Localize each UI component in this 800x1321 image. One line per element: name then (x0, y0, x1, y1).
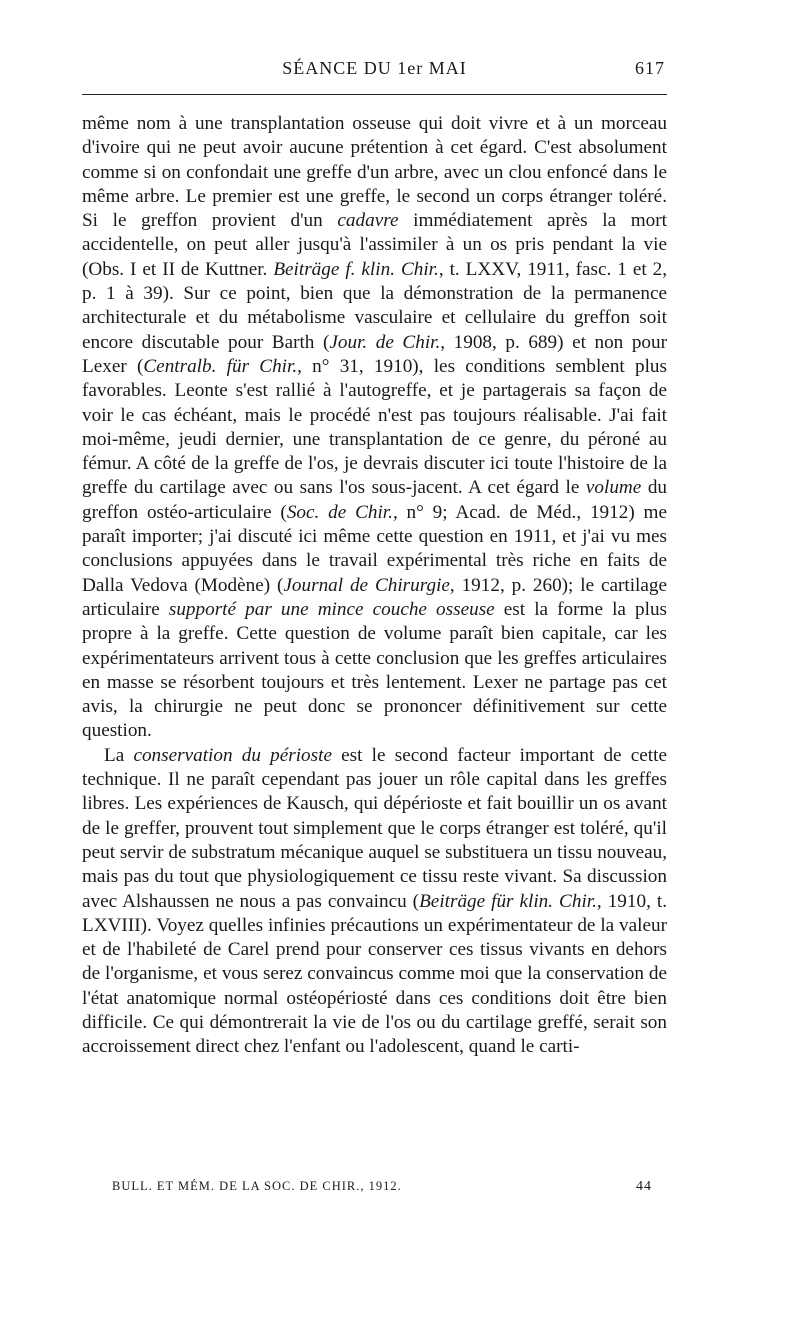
text-run: , t. LXXV, 1911, fasc. 1 et 2, p. 1 à 39). Sur ce point, bien que la démonstration de la permanence architecturale et du métabolisme vasculaire et cellulaire du greffon soit encore discutable pour Barth ( (82, 258, 668, 353)
running-head (82, 56, 667, 82)
italic-run: Centralb. für Chir. (143, 355, 298, 377)
italic-run: volume (585, 477, 642, 499)
running-title: SÉANCE DU 1er MAI (282, 58, 467, 78)
text-run: , 1910, t. LXVIII). Voyez quelles infinies précautions un expérimentateur de la valeur et de l'habileté de Carel prend pour conserver ces tissus vivants en dehors de l'organisme, et vous serez convaincus comme moi que la conservation de l'état anatomique normal ostéopériosté dans ces conditions doit être bien difficile. Ce qui démontrerait la vie de l'os ou du cartilage greffé, serait son accroissement direct chez l'enfant ou l'adolescent, quand le carti- (82, 890, 667, 1058)
text-run: est la forme la plus propre à la greffe. Cette question de volume paraît bien capitale, car les expérimentateurs arrivent tous à cette conclusion que les greffes articulaires en masse se résorbent toujours et très lentement. Lexer ne partage pas cet avis, la chirurgie ne peut donc se prononcer définitivement sur cette question. (82, 598, 668, 742)
italic-run: conservation du périoste (133, 744, 332, 766)
text-run: immédiatement après la mort accidentelle, on peut aller jusqu'à l'assimiler à un os pris pendant la vie (Obs. I et II de Kuttner. (82, 210, 667, 280)
footer-journal-line: BULL. ET MÉM. DE LA SOC. DE CHIR., 1912. (112, 1179, 402, 1193)
italic-run: Beiträge f. klin. Chir. (273, 258, 439, 280)
italic-run: Soc. de Chir. (286, 501, 393, 523)
text-run: , n° 9; Acad. de Méd., 1912) me paraît importer; j'ai discuté ici même cette question en 1911, et j'ai vu mes conclusions appuyées dans le travail expérimental très riche en faits de Dalla Vedova (Modène) ( (82, 501, 667, 596)
text-run: , n° 31, 1910), les conditions semblent plus favorables. Leonte s'est rallié à l'autogreffe, et je partagerais sa façon de voir le cas échéant, mais le procédé n'est pas toujours réalisable. J'ai fait moi-même, jeudi dernier, une transplantation de ce genre, du péroné au fémur. A côté de la greffe de l'os, je devrais discuter ici toute l'histoire de la greffe du cartilage avec ou sans l'os sous-jacent. A cet égard le (82, 355, 667, 499)
page-number: 617 (635, 58, 665, 78)
text-run: du greffon ostéo-articulaire ( (82, 477, 668, 523)
text-run: est le second facteur important de cette technique. Il ne paraît cependant pas jouer un rôle capital dans les greffes libres. Les expériences de Kausch, qui dépérioste et fait bouillir un os avant de le greffer, prouvent tout simplement que le corps étranger est toléré, qu'il peut servir de substratum mécanique auquel se substituera un tissu nouveau, mais pas du tout que physiologiquement ce tissu reste vivant. Sa discussion avec Alshaussen ne nous a pas convaincu ( (82, 744, 667, 912)
italic-run: Beiträge für klin. Chir. (419, 890, 597, 912)
italic-run: supporté par une mince couche osseuse (168, 598, 495, 620)
text-run: , 1908, p. 689) et non pour Lexer ( (82, 331, 667, 377)
italic-run: Jour. de Chir. (329, 331, 441, 353)
body-text (82, 112, 667, 1060)
paragraph-2 (82, 744, 667, 1060)
text-run: La (104, 744, 134, 766)
header-rule (82, 94, 667, 95)
italic-run: Journal de Chirurgie (283, 574, 450, 596)
text-run: même nom à une transplantation osseuse qui doit vivre et à un morceau d'ivoire qui ne peut avoir aucune prétention à cet égard. C'est absolument comme si on confondait une greffe d'un arbre, avec un clou enfoncé dans le même arbre. Le premier est une greffe, le second un corps étranger toléré. Si le greffon provient d'un (82, 113, 667, 232)
printer-signature: 44 (636, 1179, 652, 1194)
paragraph-1 (82, 112, 667, 744)
italic-run: cadavre (337, 210, 399, 232)
page-footer (112, 1179, 652, 1194)
text-run: , 1912, p. 260); le cartilage articulaire (82, 574, 668, 620)
